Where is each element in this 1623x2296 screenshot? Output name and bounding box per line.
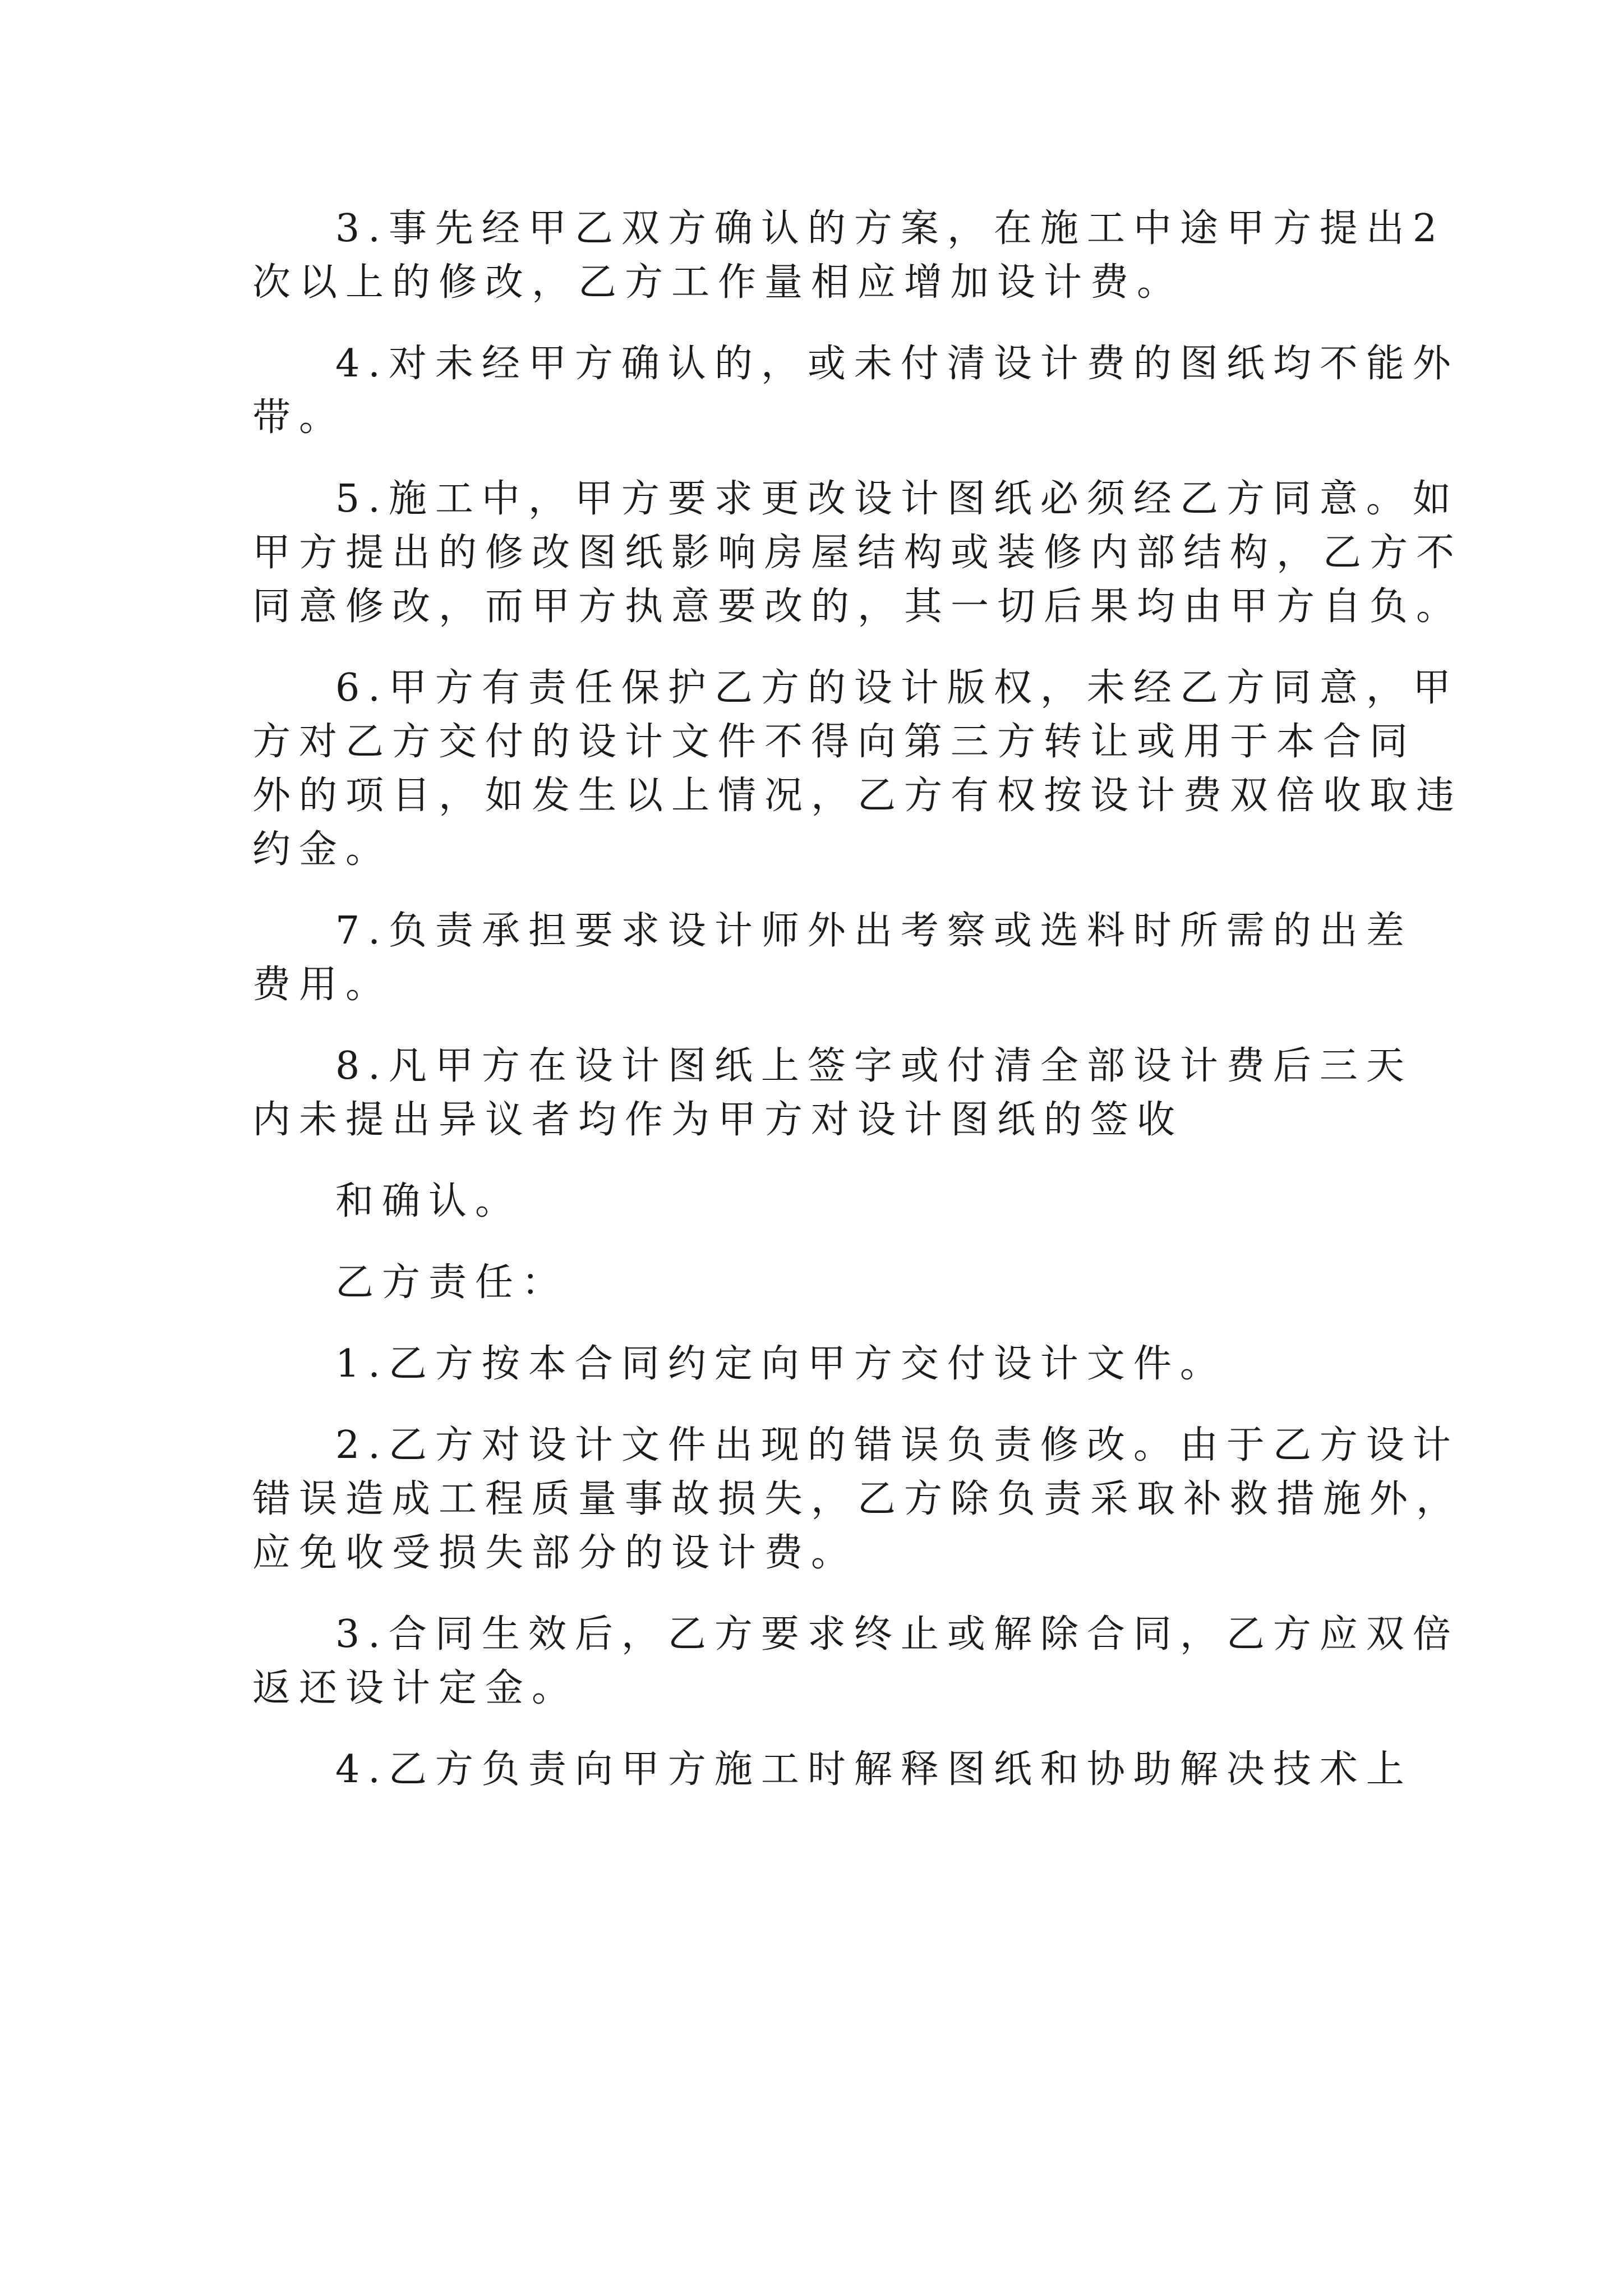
text-line: 1.乙方按本合同约定向甲方交付设计文件。 <box>335 1342 1227 1386</box>
text-line: 5.施工中，甲方要求更改设计图纸必须经乙方同意。如 <box>335 477 1459 521</box>
text-line: 应免收受损失部分的设计费。 <box>252 1531 858 1575</box>
text-line: 3.事先经甲乙双方确认的方案，在施工中途甲方提出2 <box>335 206 1446 251</box>
text-line: 甲方提出的修改图纸影响房屋结构或装修内部结构，乙方不 <box>252 531 1463 575</box>
paragraph-party-a-8-cont <box>252 1175 1391 1228</box>
paragraph-party-b-4 <box>252 1743 1413 1797</box>
text-line: 7.负责承担要求设计师外出考察或选料时所需的出差 <box>335 909 1413 953</box>
text-line: 同意修改，而甲方执意要改的，其一切后果均由甲方自负。 <box>252 585 1463 629</box>
text-line: 4.对未经甲方确认的，或未付清设计费的图纸均不能外 <box>335 342 1459 386</box>
paragraph-party-b-heading <box>252 1256 1391 1310</box>
paragraph-party-b-3 <box>252 1608 1459 1715</box>
text-line: 带。 <box>252 395 346 440</box>
paragraph-party-a-3 <box>252 202 1446 310</box>
text-line: 6.甲方有责任保护乙方的设计版权，未经乙方同意，甲 <box>335 666 1459 710</box>
text-line: 次以上的修改，乙方工作量相应增加设计费。 <box>252 260 1184 305</box>
text-line: 乙方责任： <box>335 1260 569 1305</box>
text-line: 和确认。 <box>335 1179 522 1223</box>
paragraph-party-a-4 <box>252 337 1459 445</box>
paragraph-party-a-6 <box>252 661 1463 877</box>
paragraph-party-a-5 <box>252 472 1463 634</box>
text-line: 4.乙方负责向甲方施工时解释图纸和协助解决技术上 <box>335 1747 1413 1792</box>
text-line: 返还设计定金。 <box>252 1666 579 1710</box>
paragraph-party-b-2 <box>252 1419 1463 1580</box>
text-line: 费用。 <box>252 963 393 1007</box>
text-line: 内未提出异议者均作为甲方对设计图纸的签收 <box>252 1098 1184 1142</box>
text-line: 外的项目，如发生以上情况，乙方有权按设计费双倍收取违 <box>252 774 1463 818</box>
text-line: 3.合同生效后，乙方要求终止或解除合同，乙方应双倍 <box>335 1612 1459 1657</box>
text-line: 错误造成工程质量事故损失，乙方除负责采取补救措施外， <box>252 1477 1463 1521</box>
text-line: 方对乙方交付的设计文件不得向第三方转让或用于本合同 <box>252 720 1417 764</box>
paragraph-party-b-1 <box>252 1337 1391 1391</box>
text-line: 约金。 <box>252 827 393 872</box>
text-line: 8.凡甲方在设计图纸上签字或付清全部设计费后三天 <box>335 1044 1413 1088</box>
text-line: 2.乙方对设计文件出现的错误负责修改。由于乙方设计 <box>335 1423 1459 1467</box>
paragraph-party-a-8 <box>252 1039 1413 1147</box>
document-body <box>252 202 1463 1797</box>
paragraph-party-a-7 <box>252 904 1413 1012</box>
